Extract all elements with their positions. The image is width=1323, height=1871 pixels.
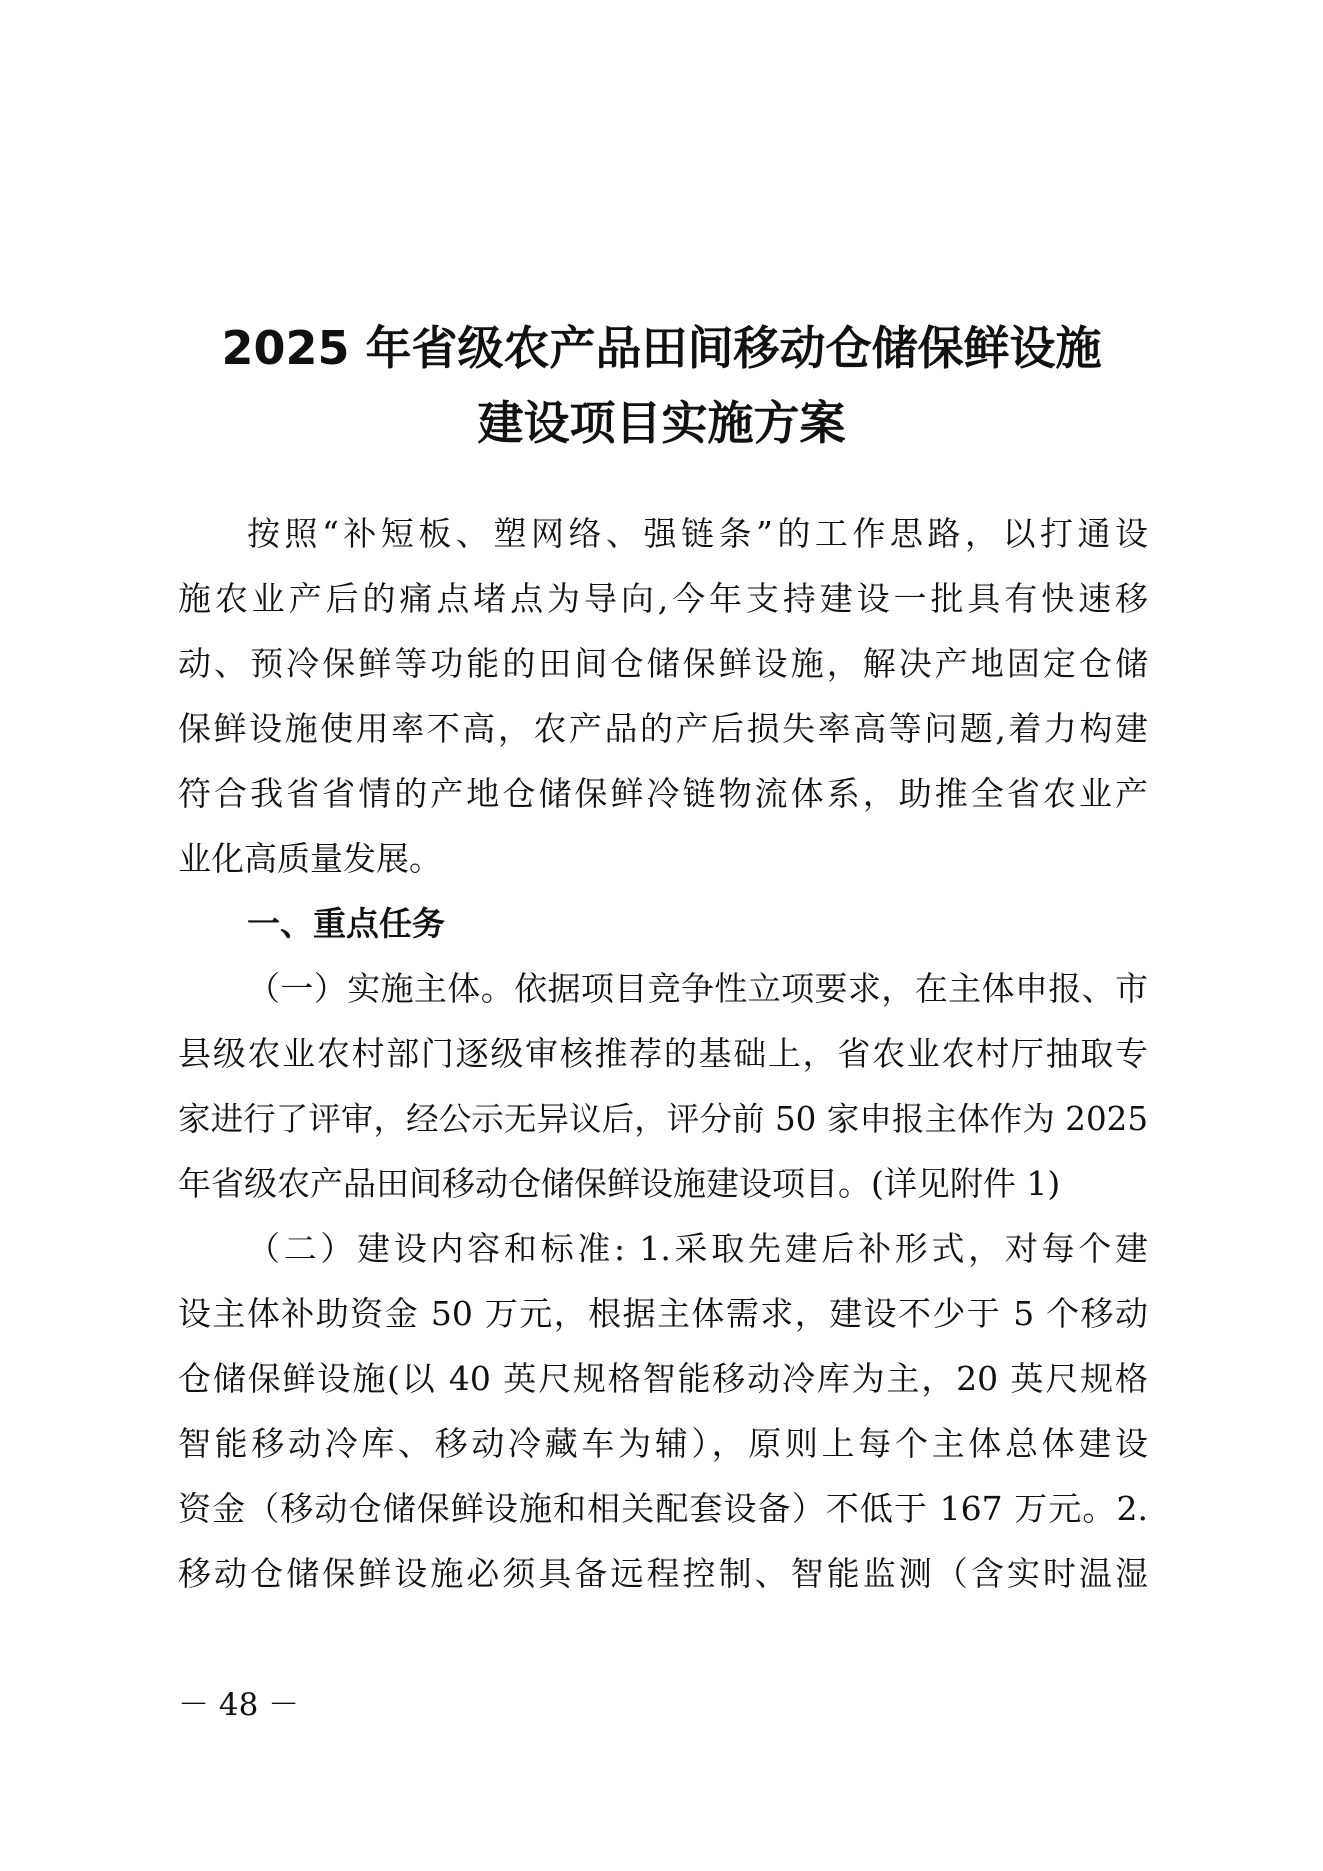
- paragraph-line: 县级农业农村部门逐级审核推荐的基础上，省农业农村厅抽取专: [178, 1034, 1148, 1073]
- paragraph-line: （二）建设内容和标准: 1.采取先建后补形式，对每个建: [247, 1229, 1148, 1268]
- document-title-line-1: 2025 年省级农产品田间移动仓储保鲜设施: [221, 321, 1102, 375]
- paragraph-line: 符合我省省情的产地仓储保鲜冷链物流体系，助推全省农业产: [178, 774, 1148, 813]
- paragraph-line: 动、预冷保鲜等功能的田间仓储保鲜设施，解决产地固定仓储: [178, 644, 1148, 683]
- paragraph-line: 家进行了评审，经公示无异议后，评分前 50 家申报主体作为 2025: [178, 1100, 1148, 1138]
- paragraph-line: 年省级农产品田间移动仓储保鲜设施建设项目。(详见附件 1): [178, 1164, 1061, 1203]
- paragraph-line: 施农业产后的痛点堵点为导向,今年支持建设一批具有快速移: [178, 579, 1148, 618]
- paragraph-line: 保鲜设施使用率不高，农产品的产后损失率高等问题,着力构建: [178, 709, 1148, 748]
- document-title-line-2: 建设项目实施方案: [477, 396, 846, 450]
- paragraph-line: 仓储保鲜设施(以 40 英尺规格智能移动冷库为主，20 英尺规格: [178, 1359, 1148, 1398]
- paragraph-line: 移动仓储保鲜设施必须具备远程控制、智能监测（含实时温湿: [178, 1554, 1148, 1593]
- paragraph-line: 按照“补短板、塑网络、强链条”的工作思路，以打通设: [247, 514, 1148, 553]
- paragraph-line: 设主体补助资金 50 万元，根据主体需求，建设不少于 5 个移动: [178, 1294, 1148, 1333]
- paragraph-line: 业化高质量发展。: [178, 839, 442, 878]
- page-number: － 48 －: [178, 1687, 300, 1723]
- section-heading: 一、重点任务: [247, 904, 445, 943]
- paragraph-line: 资金（移动仓储保鲜设施和相关配套设备）不低于 167 万元。2.: [178, 1489, 1148, 1528]
- paragraph-line: 智能移动冷库、移动冷藏车为辅），原则上每个主体总体建设: [178, 1424, 1148, 1463]
- paragraph-line: （一）实施主体。依据项目竞争性立项要求，在主体申报、市: [247, 969, 1148, 1008]
